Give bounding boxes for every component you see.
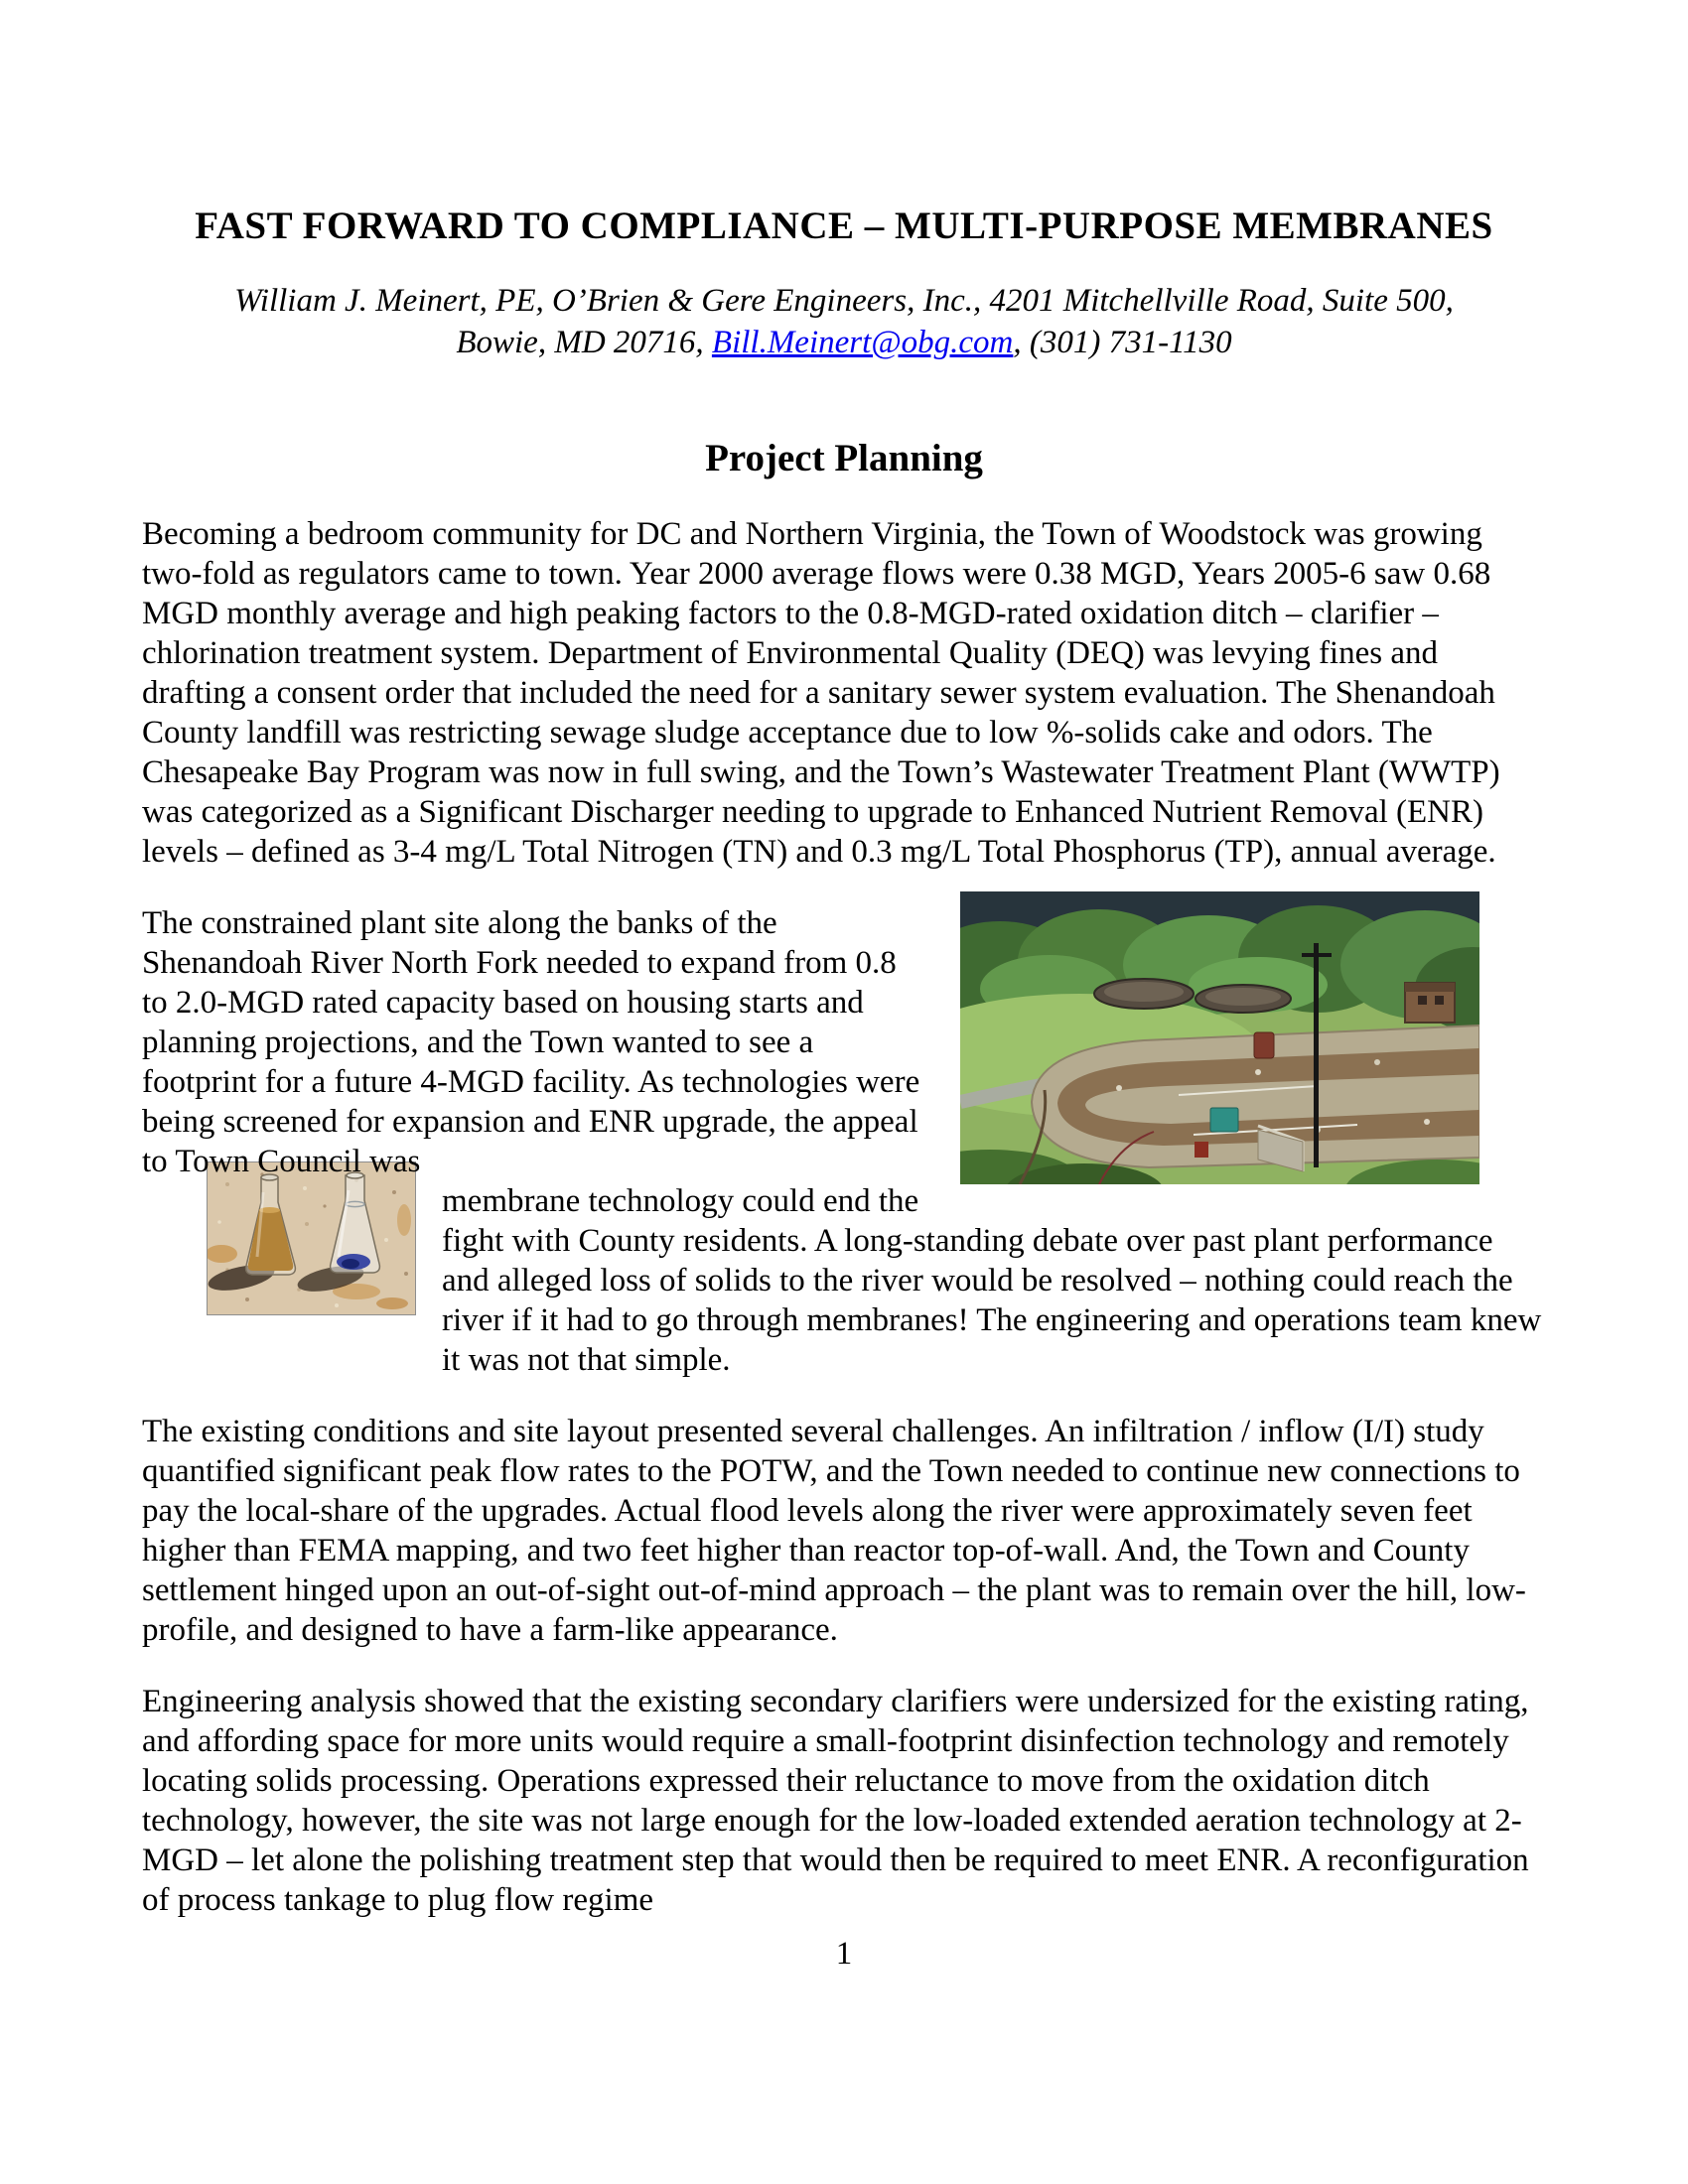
byline-phone: , (301) 731-1130 [1013, 325, 1232, 360]
author-email-link[interactable]: Bill.Meinert@obg.com [711, 325, 1014, 360]
page-number: 1 [835, 1936, 853, 1972]
plant-site-photo-illustration [960, 891, 1479, 1184]
byline-line-1: William J. Meinert, PE, O’Brien & Gere Engineers, Inc., 4201 Mitchellville Road, Suite 500, [234, 283, 1454, 319]
sample-flasks-photo [207, 1161, 416, 1315]
author-byline [142, 280, 1546, 363]
section-heading-project-planning: Project Planning [705, 437, 983, 479]
paragraph-5: Engineering analysis showed that the existing secondary clarifiers were undersized for the existing rating, and affording space for more units would require a small-footprint disinfection technology and remotely locating solids processing. Operations expressed their reluctance to move from the oxidation ditch technology, however, the site was not large enough for the low-loaded extended aeration technology at 2-MGD – let alone the polishing treatment step that would then be required to meet ENR. A reconfiguration of process tankage to plug flow regime [142, 1684, 1529, 1918]
byline-line-2 [142, 322, 1546, 363]
sample-flasks-photo-illustration [208, 1162, 415, 1314]
paragraph-2: The constrained plant site along the banks of the Shenandoah River North Fork needed to expand from 0.8 to 2.0-MGD rated capacity based on housing starts and planning projections, and the Town wanted to see a footprint for a future 4-MGD facility. As technologies were being screened for expansion and ENR upgrade, the appeal to Town Council was [142, 905, 920, 1179]
paragraph-4: The existing conditions and site layout presented several challenges. An infiltration / inflow (I/I) study quantified significant peak flow rates to the POTW, and the Town needed to continue new connections to pay the local-share of the upgrades. Actual flood levels along the river were approximately seven feet higher than FEMA mapping, and two feet higher than reactor top-of-wall. And, the Town and County settlement hinged upon an out-of-sight out-of-mind approach – the plant was to remain over the hill, low-profile, and designed to have a farm-like appearance. [142, 1414, 1526, 1648]
paragraph-1: Becoming a bedroom community for DC and Northern Virginia, the Town of Woodstock was growing two-fold as regulators came to town. Year 2000 average flows were 0.38 MGD, Years 2005-6 saw 0.68 MGD monthly average and high peaking factors to the 0.8-MGD-rated oxidation ditch – clarifier – chlorination treatment system. Department of Environmental Quality (DEQ) was levying fines and drafting a consent order that included the need for a sanitary sewer system evaluation. The Shenandoah County landfill was restricting sewage sludge acceptance due to low %-solids cake and odors. The Chesapeake Bay Program was now in full swing, and the Town’s Wastewater Treatment Plant (WWTP) was categorized as a Significant Discharger needing to upgrade to Enhanced Nutrient Removal (ENR) levels – defined as 3-4 mg/L Total Nitrogen (TN) and 0.3 mg/L Total Phosphorus (TP), annual average. [142, 516, 1500, 870]
paragraph-3: membrane technology could end the fight with County residents. A long-standing debate over past plant performance and alleged loss of solids to the river would be resolved – nothing could reach the river if it had to go through membranes! The engineering and operations team knew it was not that simple. [442, 1183, 1542, 1378]
paragraph-3-wrap [142, 1181, 1546, 1380]
paper-title: FAST FORWARD TO COMPLIANCE – MULTI-PURPOSE MEMBRANES [195, 205, 1493, 247]
paragraph-2-3-block [142, 903, 1546, 1380]
byline-address: Bowie, MD 20716, [456, 325, 712, 360]
plant-site-photo [960, 891, 1479, 1184]
